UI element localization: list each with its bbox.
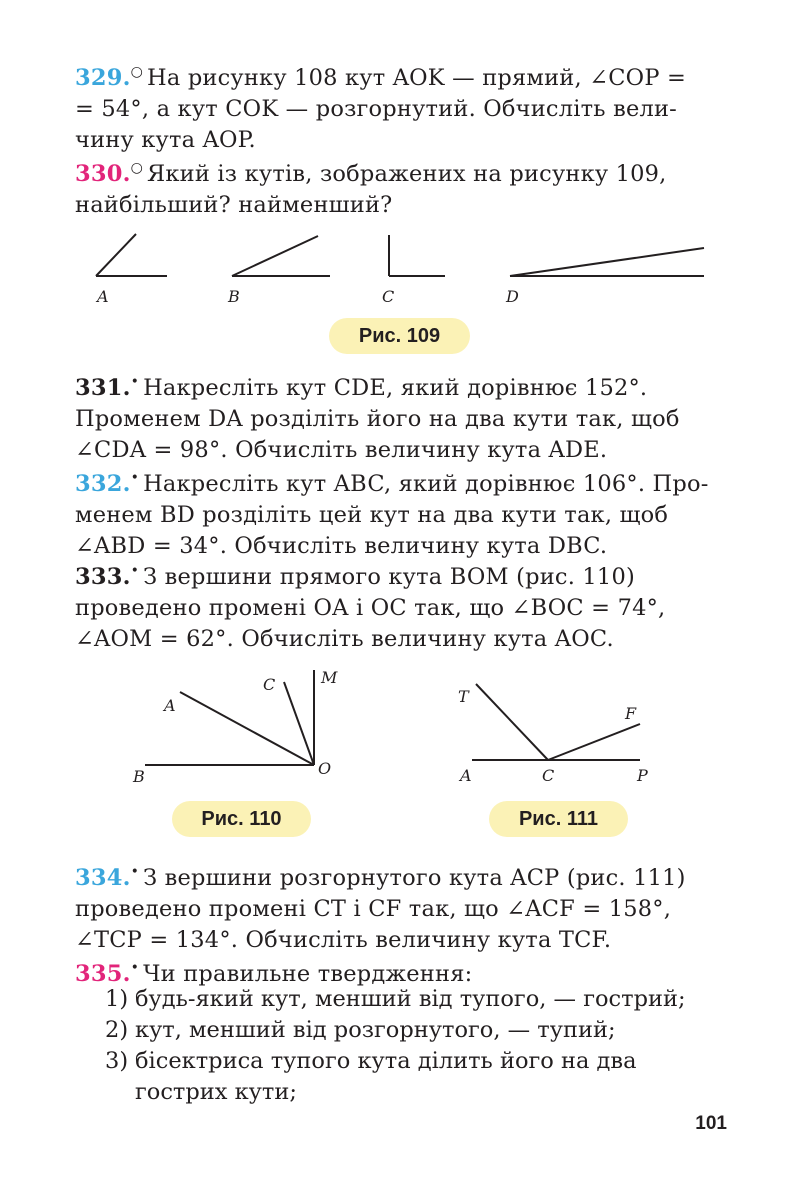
problem-text: найбільший? найменший? — [75, 192, 393, 218]
label-a: A — [97, 287, 109, 306]
problem-text: Накресліть кут CDE, який дорівнює 152°. — [143, 375, 648, 401]
level-mark: ○ — [130, 64, 144, 80]
list-item — [105, 984, 727, 1015]
problem-text: З вершини розгорнутого кута ACP (рис. 111) — [143, 865, 686, 891]
problem-number: 333. — [75, 564, 131, 590]
problem-text: менем BD розділіть цей кут на два кути так, щоб — [75, 502, 669, 528]
level-mark: • — [130, 563, 140, 579]
label-c: C — [382, 287, 395, 306]
item-text: будь-який кут, менший від тупого, — гострий; — [135, 986, 686, 1012]
angle-c — [389, 235, 445, 276]
item-text: кут, менший від розгорнутого, — тупий; — [135, 1017, 616, 1043]
problem-number: 332. — [75, 471, 131, 497]
problem-text: Променем DA розділіть його на два кути так, щоб — [75, 406, 680, 432]
label-a: A — [164, 696, 176, 715]
item-number: 3) — [105, 1048, 129, 1074]
problem-text: ∠ABD = 34°. Обчисліть величину кута DBC. — [75, 533, 608, 559]
problem-text: = 54°, а кут COK — розгорнутий. Обчисліть вели- — [75, 96, 677, 122]
problem-text: ∠CDA = 98°. Обчисліть величину кута ADE. — [75, 437, 608, 463]
ray-oa — [180, 692, 314, 765]
figure-110 — [125, 662, 355, 790]
label-p: P — [637, 766, 648, 785]
angle-d — [510, 248, 704, 276]
label-o: O — [318, 759, 332, 778]
problem-text: Який із кутів, зображених на рисунку 109, — [147, 161, 667, 187]
level-mark: • — [130, 470, 140, 486]
label-c: C — [542, 766, 555, 785]
label-t: T — [458, 687, 469, 706]
level-mark: ○ — [130, 160, 144, 176]
problem-329 — [75, 57, 727, 156]
problem-text: ∠AOM = 62°. Обчисліть величину кута AOC. — [75, 626, 614, 652]
item-text: бісектриса тупого кута ділить його на два — [135, 1048, 637, 1074]
problem-text: На рисунку 108 кут AOK — прямий, ∠COP = — [147, 65, 687, 91]
level-mark: • — [130, 960, 140, 976]
problem-330 — [75, 153, 727, 221]
ray-oc — [284, 682, 314, 765]
problem-text: проведено промені OA і OC так, що ∠BOC = 74°, — [75, 595, 666, 621]
label-c: C — [263, 675, 276, 694]
problem-number: 331. — [75, 375, 131, 401]
problem-333 — [75, 556, 727, 655]
figure-111 — [450, 672, 660, 790]
item-text: гострих кути; — [135, 1079, 297, 1105]
problem-number: 330. — [75, 161, 131, 187]
problem-332 — [75, 463, 727, 562]
statement-list — [105, 984, 727, 1108]
figure-109 — [80, 228, 720, 314]
problem-text: ∠TCP = 134°. Обчисліть величину кута TCF. — [75, 927, 612, 953]
problem-number: 335. — [75, 961, 131, 987]
figure-111-caption: Рис. 111 — [489, 801, 628, 837]
problem-number: 334. — [75, 865, 131, 891]
angle-a — [96, 234, 167, 276]
ray-cf — [548, 724, 640, 760]
ray-ct — [476, 684, 548, 760]
problem-text: Накресліть кут ABC, який дорівнює 106°. Про- — [143, 471, 709, 497]
label-f: F — [625, 704, 637, 723]
problem-331 — [75, 367, 727, 466]
label-a: A — [460, 766, 472, 785]
label-b: B — [133, 767, 145, 786]
level-mark: • — [130, 864, 140, 880]
figure-110-caption: Рис. 110 — [172, 801, 311, 837]
problem-text: З вершини прямого кута BOM (рис. 110) — [143, 564, 635, 590]
label-b: B — [228, 287, 240, 306]
item-number: 1) — [105, 986, 129, 1012]
label-d: D — [506, 287, 519, 306]
problem-number: 329. — [75, 65, 131, 91]
label-m: M — [321, 668, 338, 687]
problem-text: Чи правильне твердження: — [143, 961, 473, 987]
page-number: 101 — [695, 1113, 727, 1134]
list-item — [105, 1015, 727, 1046]
level-mark: • — [130, 374, 140, 390]
problem-334 — [75, 857, 727, 956]
figure-109-caption: Рис. 109 — [329, 318, 470, 354]
list-item — [105, 1046, 727, 1077]
list-item-continuation — [105, 1077, 727, 1108]
problem-text: чину кута AOP. — [75, 127, 256, 153]
problem-text: проведено промені CT і CF так, що ∠ACF = 158°, — [75, 896, 672, 922]
item-number: 2) — [105, 1017, 129, 1043]
angle-b — [232, 236, 330, 276]
